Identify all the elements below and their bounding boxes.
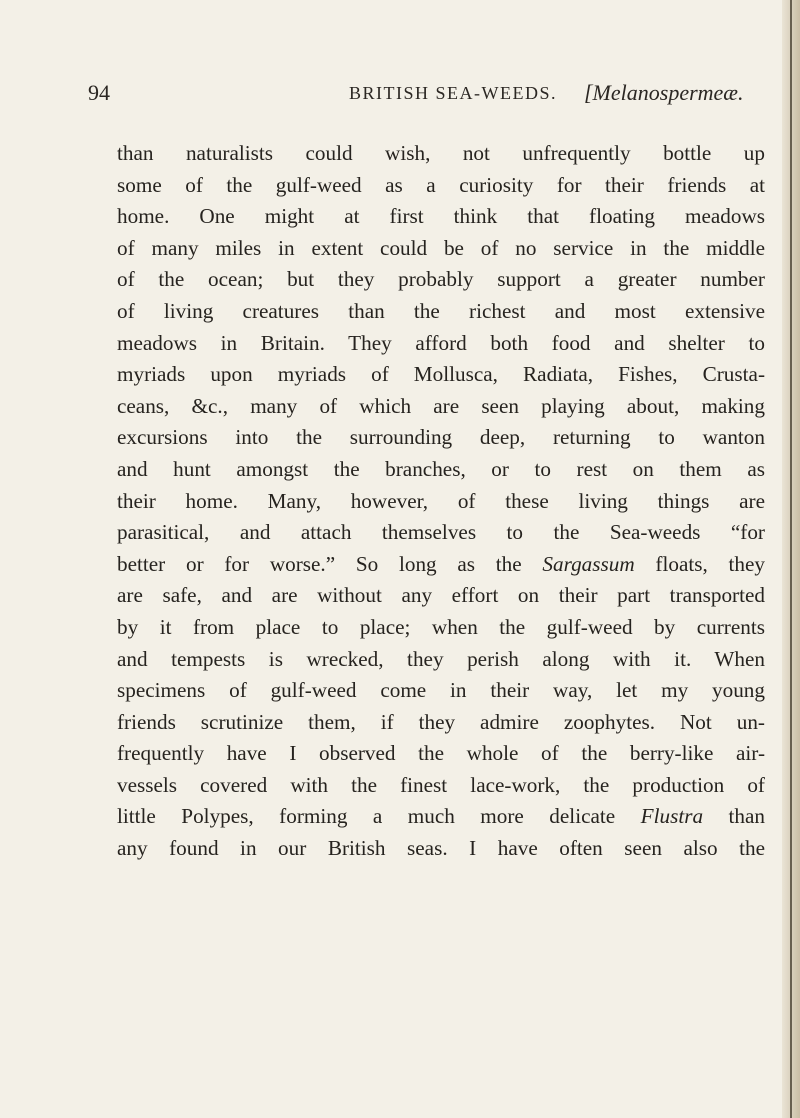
text-line: and hunt amongst the branches, or to rest on them as xyxy=(117,456,765,481)
italic-term: Sargassum xyxy=(542,551,635,576)
text-line: myriads upon myriads of Mollusca, Radiata, Fishes, Crusta- xyxy=(117,362,765,387)
text-line: are safe, and are without any effort on their part transported xyxy=(117,583,765,608)
text-line: some of the gulf-weed as a curiosity for their friends at xyxy=(117,172,765,197)
text-segment: than xyxy=(728,804,766,829)
text-line: than naturalists could wish, not unfrequently bottle up xyxy=(117,141,765,165)
section-label: [Melanospermeæ. xyxy=(584,80,744,105)
text-line: frequently have I observed the whole of the berry-like air- xyxy=(117,741,765,766)
text-line: of living creatures than the richest and most extensive xyxy=(117,298,765,323)
running-title: BRITISH SEA-WEEDS. xyxy=(349,83,557,103)
text-line-with-italic xyxy=(117,801,765,833)
text-segment: better or for worse.” So long as the xyxy=(117,551,522,576)
italic-term: Flustra xyxy=(640,804,704,829)
text-segment: floats, they xyxy=(655,551,765,576)
page-number: 94 xyxy=(88,80,110,105)
text-line: specimens of gulf-weed come in their way, let my young xyxy=(117,678,765,703)
text-line: of many miles in extent could be of no service in the middle xyxy=(117,235,765,260)
text-line: of the ocean; but they probably support a greater number xyxy=(117,267,765,292)
text-line-with-italic xyxy=(117,549,765,581)
text-line: excursions into the surrounding deep, returning to wanton xyxy=(117,425,765,450)
text-line: ceans, &c., many of which are seen playing about, making xyxy=(117,393,765,418)
text-line: home. One might at first think that floating meadows xyxy=(117,204,765,229)
text-line: by it from place to place; when the gulf-weed by currents xyxy=(117,614,765,639)
text-line: parasitical, and attach themselves to the Sea-weeds “for xyxy=(117,520,765,545)
text-line: and tempests is wrecked, they perish along with it. When xyxy=(117,646,765,671)
text-line: meadows in Britain. They afford both food and shelter to xyxy=(117,330,765,355)
body-text xyxy=(117,138,765,865)
text-segment: little Polypes, forming a much more delicate xyxy=(117,804,616,829)
page-header xyxy=(88,80,774,110)
text-line: any found in our British seas. I have often seen also the xyxy=(117,836,765,861)
text-line: vessels covered with the finest lace-work, the production of xyxy=(117,772,765,797)
text-line: their home. Many, however, of these living things are xyxy=(117,488,765,513)
binding-edge xyxy=(790,0,792,1118)
text-line: friends scrutinize them, if they admire zoophytes. Not un- xyxy=(117,709,765,734)
